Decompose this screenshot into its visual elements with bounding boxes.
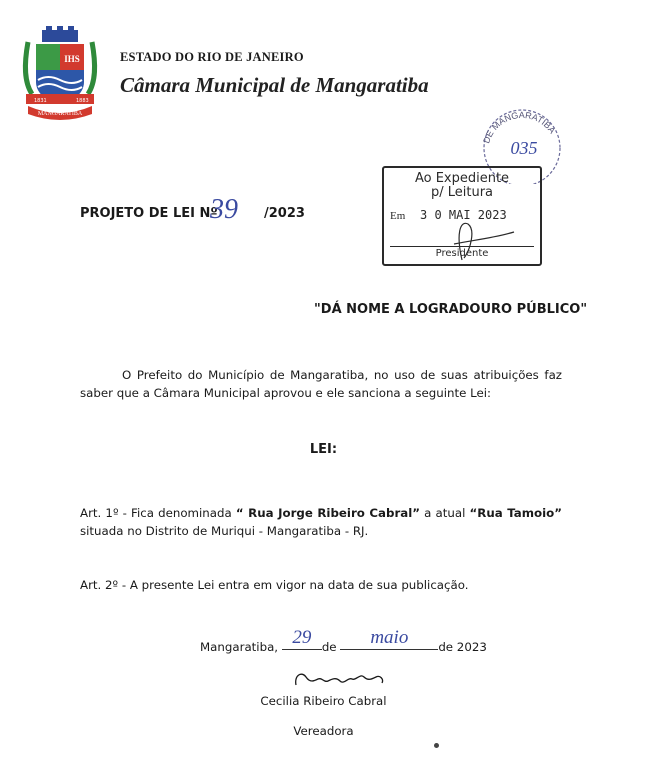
bill-number: 39 — [210, 194, 238, 225]
stamp-president-label: Presidente — [435, 248, 489, 259]
chamber-title: Câmara Municipal de Mangaratiba — [120, 73, 429, 97]
article-1-middle: a atual — [420, 506, 470, 520]
signing-de-1: de — [321, 640, 337, 654]
coat-year-right: 1883 — [76, 98, 89, 104]
ink-dot — [434, 743, 439, 748]
article-1 — [80, 504, 562, 540]
article-1-old-name: “Rua Tamoio” — [469, 506, 563, 520]
article-1-new-name: “ Rua Jorge Ribeiro Cabral” — [235, 506, 421, 520]
lei-heading: LEI: — [309, 442, 338, 457]
signing-month: maio — [370, 627, 409, 648]
signing-date-line — [200, 627, 487, 654]
signing-month-blank — [340, 627, 438, 650]
signer-name: Cecilia Ribeiro Cabral — [260, 694, 387, 708]
seal-text: DE MANGARATIBA — [481, 109, 558, 145]
signing-day: 29 — [292, 627, 312, 648]
expedient-stamp — [382, 166, 542, 266]
stamp-signature-line — [390, 246, 534, 247]
coat-of-arms-logo — [22, 24, 98, 120]
seal-number: 035 — [510, 138, 538, 158]
article-2: Art. 2º - A presente Lei entra em vigor na data de sua publicação. — [80, 578, 469, 592]
signing-day-blank — [282, 627, 322, 650]
state-title: ESTADO DO RIO DE JANEIRO — [120, 50, 304, 64]
signing-de-2: de 2023 — [438, 640, 487, 654]
stamp-em-label: Em — [390, 210, 406, 222]
signer-role: Vereadora — [293, 724, 354, 738]
article-1-prefix: Art. 1º - Fica denominada — [80, 506, 236, 520]
signing-city: Mangaratiba, — [200, 640, 279, 654]
bill-year: /2023 — [264, 206, 305, 221]
stamp-line-1: Ao Expediente — [414, 171, 510, 186]
coat-year-left: 1831 — [34, 98, 47, 104]
coat-banner: MANGARATIBA — [37, 111, 83, 117]
councilor-signature — [292, 667, 388, 691]
stamp-date: 3 0 MAI 2023 — [420, 208, 507, 222]
svg-text:IHS: IHS — [64, 54, 80, 64]
article-1-suffix: situada no Distrito de Muriqui - Mangaratiba - RJ. — [80, 524, 369, 538]
bill-ementa: "DÁ NOME A LOGRADOURO PÚBLICO" — [314, 302, 588, 317]
bill-label: PROJETO DE LEI Nº — [80, 206, 218, 221]
stamp-line-2: p/ Leitura — [430, 185, 494, 200]
intro-paragraph: O Prefeito do Município de Mangaratiba, no uso de suas atribuições faz saber que a Câmara Municipal aprovou e ele sanciona a seguinte Lei: — [80, 368, 562, 400]
